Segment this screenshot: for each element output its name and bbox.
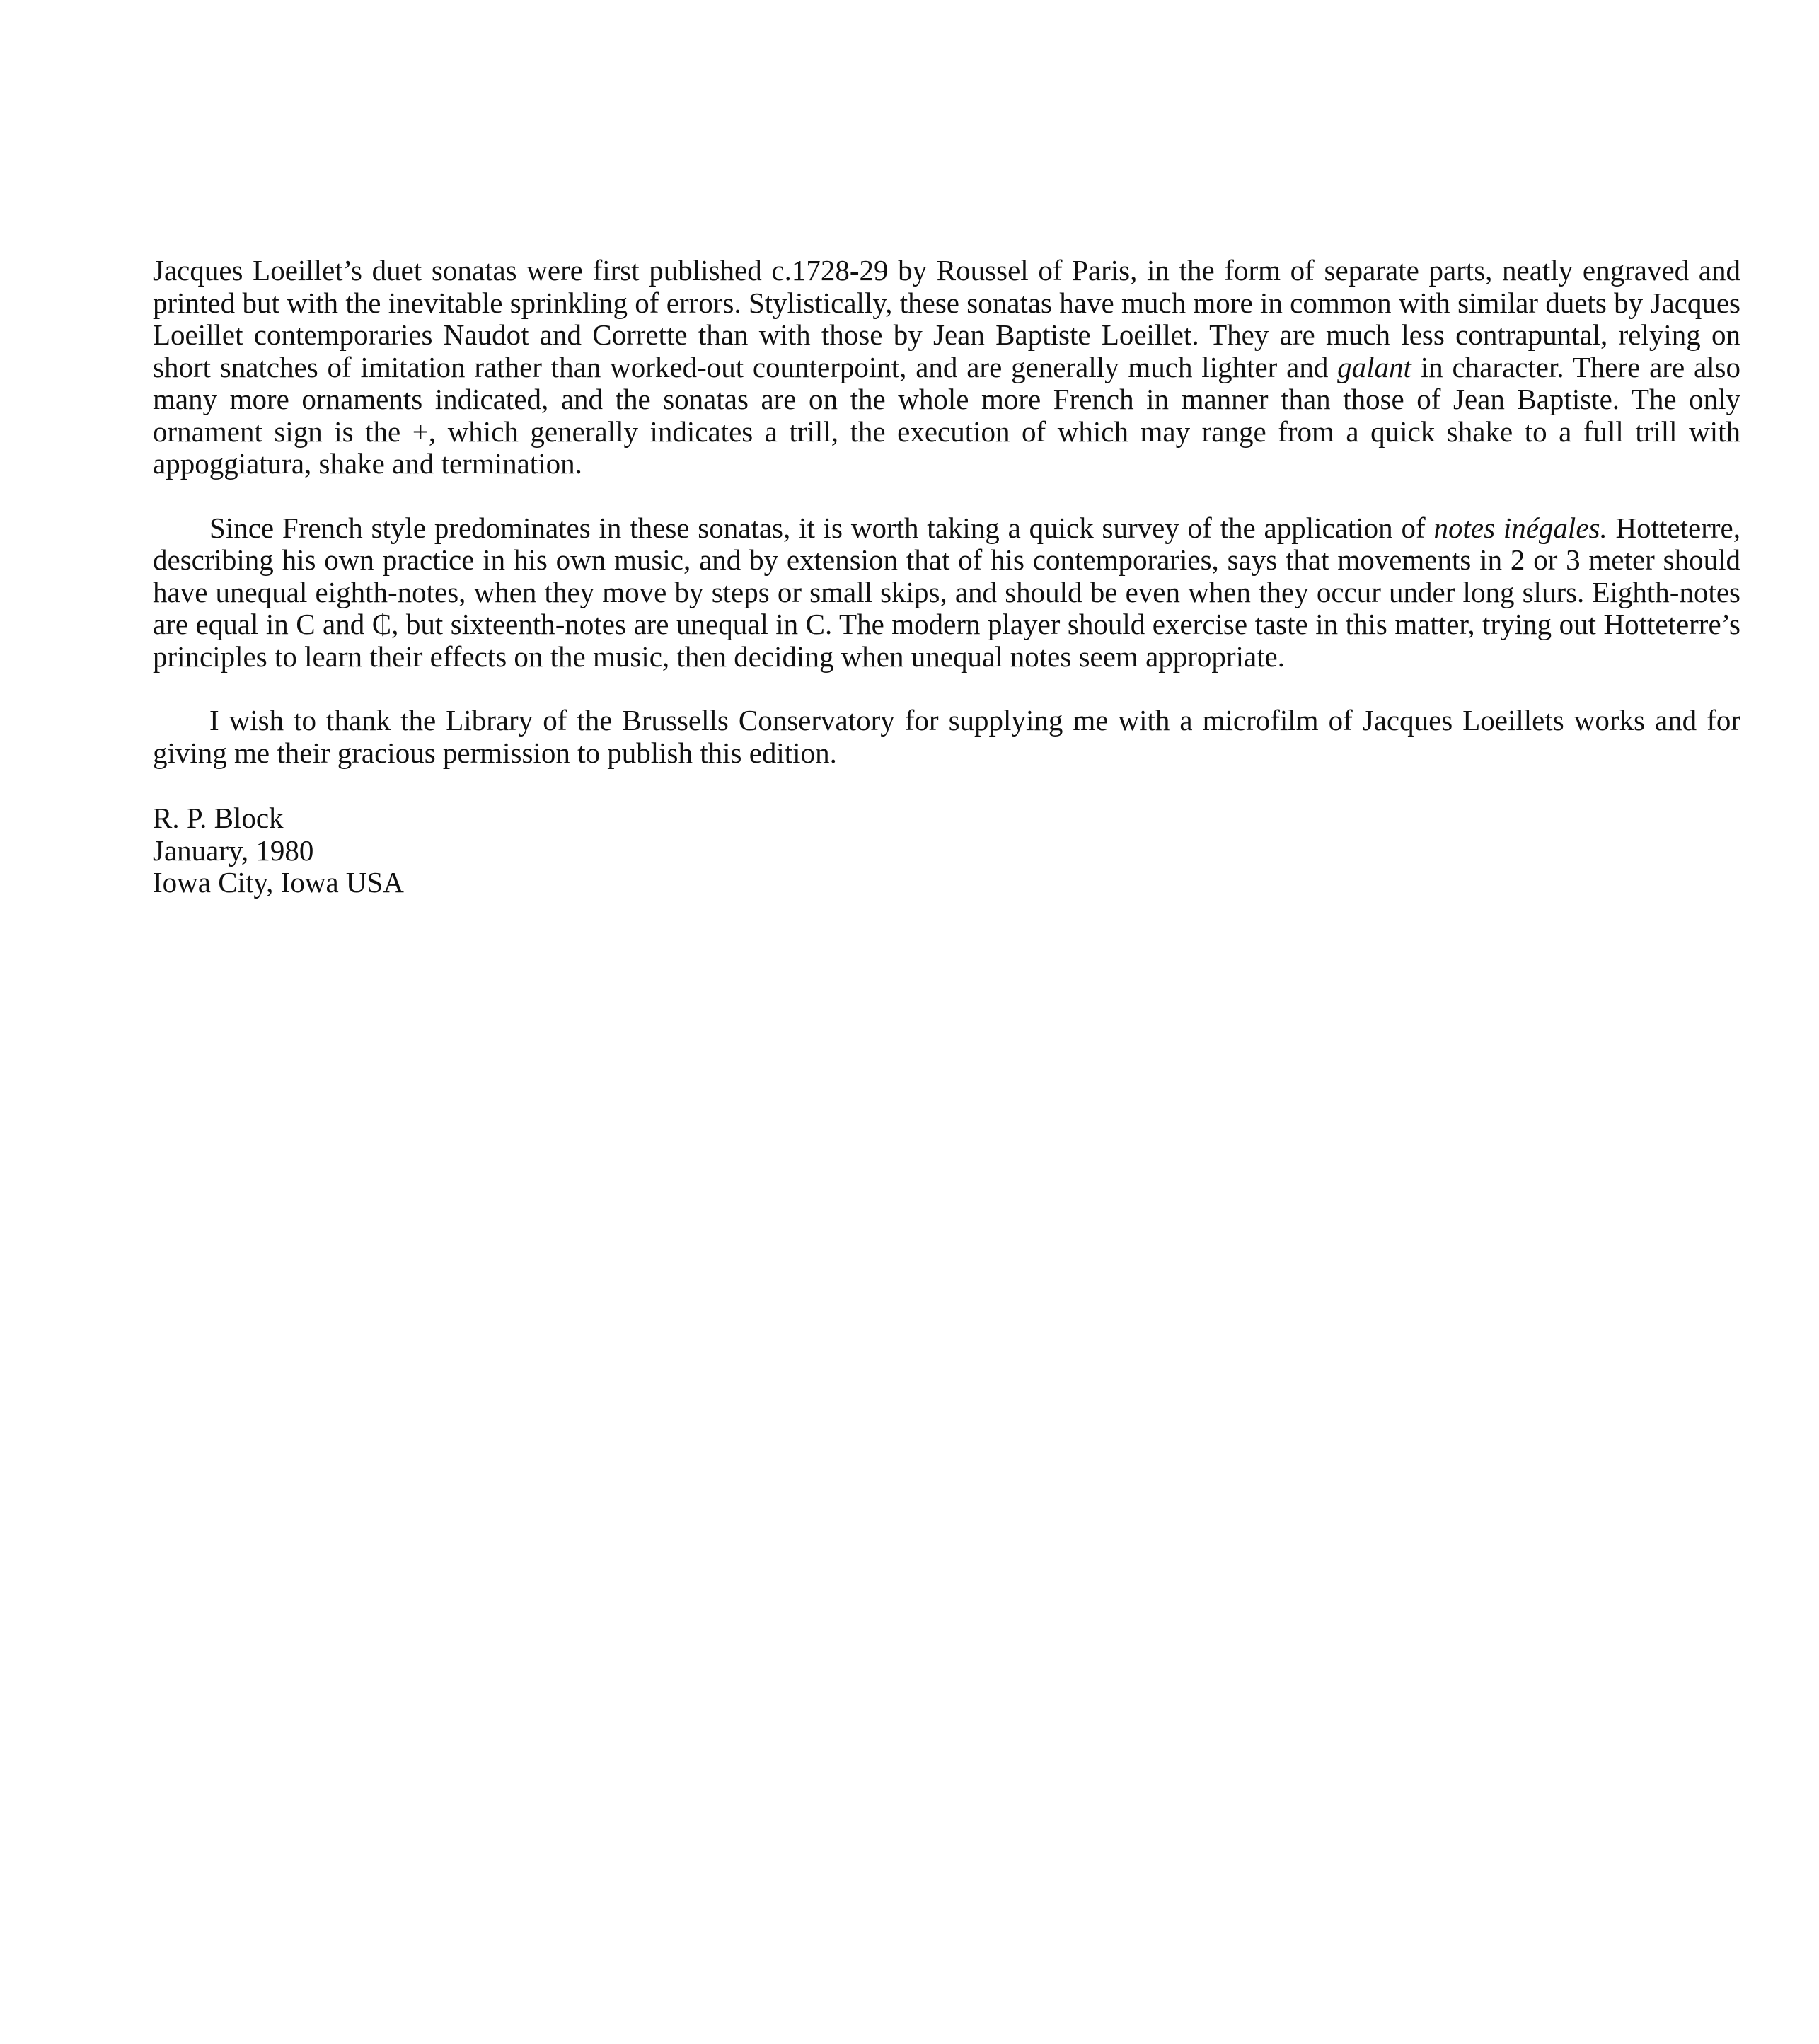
paragraph-spacer [153,673,1740,705]
paragraph-2-text-b: Hotteterre, describing his own practice in his own music, and by extension that of his contemporaries, says that movements in 2 or 3 meter should have unequal eighth-notes, when they move by steps or small skips, and should be even when they occur under long slurs. Eighth-notes are equal in C and ₵, but sixteenth-notes are unequal in C. The modern player should exercise taste in this matter, trying out Hotteterre’s principles to learn their effects on the music, then deciding when unequal notes seem appropriate. [153,511,1740,673]
paragraph-1-italic-term: galant [1337,350,1411,383]
signature-name: R. P. Block [153,802,284,834]
signature-date: January, 1980 [153,833,314,867]
paragraph-2-text-a: Since French style predominates in these sonatas, it is worth taking a quick survey of the application of [209,511,1434,544]
paragraph-acknowledgement: I wish to thank the Library of the Brussells Conservatory for supplying me with a microfilm of Jacques Loeillets works and for giving me their gracious permission to publish this edition. [153,704,1740,769]
paragraph-spacer [153,480,1740,512]
paragraph-1-text-a: Jacques Loeillet’s duet sonatas were first published c.1728-29 by Roussel of Paris, in the form of separate parts, neatly engraved and printed but with the inevitable sprinkling of errors. Stylistically, these sonatas have much more in common with similar duets by Jacques Loeillet contemporaries Naudot and Corrette than with those by Jean Baptiste Loeillet. They are much less contrapuntal, relying on short snatches of imitation rather than worked-out counterpoint, and are generally much lighter and [153,254,1740,383]
signature-place: Iowa City, Iowa USA [153,866,404,899]
paragraph-1-text-b: in character. There are also many more ornaments indicated, and the sonatas are on the whole more French in manner than those of Jean Baptiste. The only ornament sign is the +, which generally indicates a trill, the execution of which may range from a quick shake to a full trill with appoggiatura, shake and termination. [153,350,1741,480]
preface-body [153,255,1740,769]
paragraph-publication-history [153,255,1740,480]
paragraph-2-italic-term: notes inégales. [1433,511,1607,544]
paragraph-notes-inegales [153,512,1740,674]
signature-block [153,802,404,899]
